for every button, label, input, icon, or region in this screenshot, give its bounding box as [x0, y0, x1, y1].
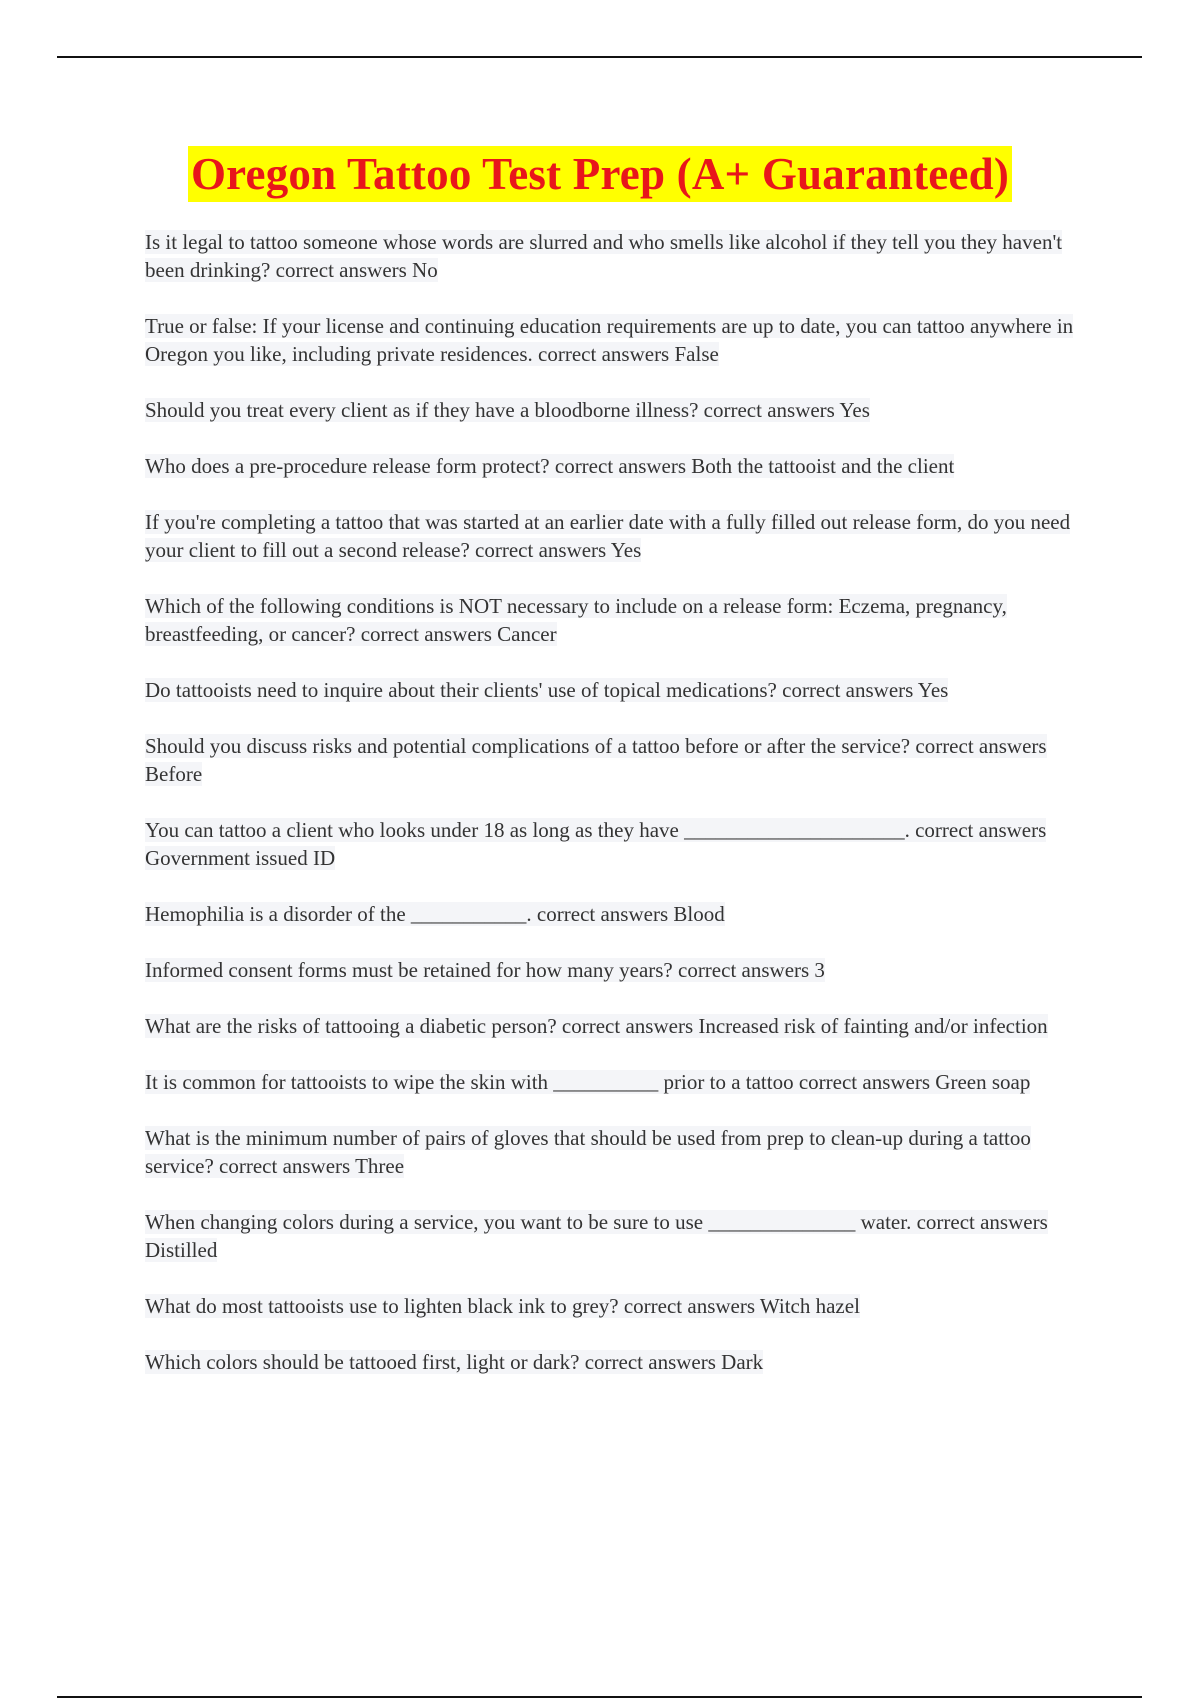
qa-item: Hemophilia is a disorder of the ___________. correct answers Blood — [145, 902, 725, 926]
qa-list — [145, 228, 1095, 1404]
qa-item: Do tattooists need to inquire about their clients' use of topical medications? correct answers Yes — [145, 678, 949, 702]
page-title: Oregon Tattoo Test Prep (A+ Guaranteed) — [188, 146, 1012, 202]
qa-item: When changing colors during a service, you want to be sure to use ______________ water. correct answers Distilled — [145, 1210, 1048, 1262]
qa-item: Should you treat every client as if they have a bloodborne illness? correct answers Yes — [145, 398, 870, 422]
qa-item: What is the minimum number of pairs of gloves that should be used from prep to clean-up during a tattoo service? correct answers Three — [145, 1126, 1031, 1178]
qa-item: What are the risks of tattooing a diabetic person? correct answers Increased risk of fainting and/or infection — [145, 1014, 1048, 1038]
qa-item: Informed consent forms must be retained for how many years? correct answers 3 — [145, 958, 825, 982]
qa-item: You can tattoo a client who looks under 18 as long as they have _____________________. correct answers Government issued ID — [145, 818, 1047, 870]
qa-item: True or false: If your license and continuing education requirements are up to date, you can tattoo anywhere in Oregon you like, including private residences. correct answers False — [145, 314, 1074, 366]
title-block — [0, 146, 1200, 202]
qa-item: Should you discuss risks and potential complications of a tattoo before or after the service? correct answers Before — [145, 734, 1047, 786]
qa-item: Who does a pre-procedure release form protect? correct answers Both the tattooist and the client — [145, 454, 955, 478]
qa-item: What do most tattooists use to lighten black ink to grey? correct answers Witch hazel — [145, 1294, 860, 1318]
qa-item: If you're completing a tattoo that was started at an earlier date with a fully filled out release form, do you need your client to fill out a second release? correct answers Yes — [145, 510, 1071, 562]
qa-item: Which colors should be tattooed first, light or dark? correct answers Dark — [145, 1350, 764, 1374]
qa-item: Is it legal to tattoo someone whose words are slurred and who smells like alcohol if they tell you they haven't been drinking? correct answers No — [145, 230, 1063, 282]
bottom-rule — [57, 1696, 1142, 1698]
qa-item: It is common for tattooists to wipe the skin with __________ prior to a tattoo correct answers Green soap — [145, 1070, 1031, 1094]
top-rule — [57, 56, 1142, 58]
qa-item: Which of the following conditions is NOT necessary to include on a release form: Eczema, pregnancy, breastfeeding, or cancer? correct answers Cancer — [145, 594, 1007, 646]
